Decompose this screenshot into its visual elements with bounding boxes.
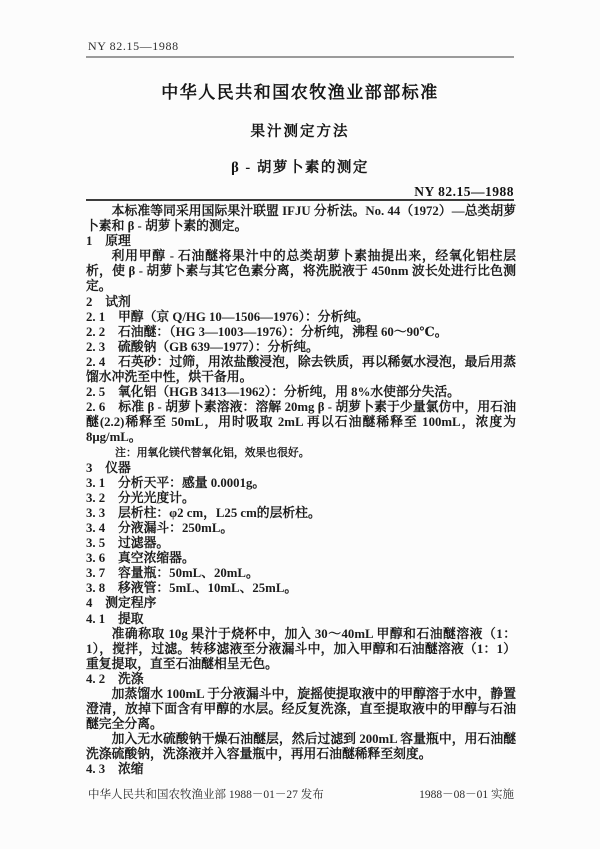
body-paragraph: 3. 8 移液管：5mL、10mL、25mL。	[86, 581, 298, 596]
body-paragraph: 3. 6 真空浓缩器。	[86, 551, 195, 566]
doc-ref-header: NY 82.15—1988	[88, 39, 179, 53]
body-paragraph: 2. 6 标准 β - 胡萝卜素溶液：溶解 20mg β - 胡萝卜素于少量氯仿中，用石油醚(2.2)稀释至 50mL，用时吸取 2mL 再以石油醚稀释至 100mL，浓度为 8μg/mL。	[86, 400, 516, 445]
body-paragraph: 3. 3 层析柱：φ2 cm，L25 cm的层析柱。	[86, 505, 321, 520]
body-paragraph: 利用甲醇 - 石油醚将果汁中的总类胡萝卜素抽提出来，经氧化铝柱层析，使 β - 胡萝卜素与其它色素分离，将洗脱液于 450nm 波长处进行比色测定。	[86, 249, 516, 294]
footer	[88, 786, 514, 802]
footer-issued: 中华人民共和国农牧渔业部 1988－01－27 发布	[88, 789, 324, 801]
body-paragraph: 3. 2 分光光度计。	[86, 490, 195, 505]
body-paragraph: 1 原理	[86, 234, 131, 249]
body-paragraph: 4. 3 浓缩	[86, 762, 144, 777]
body-paragraph: 2 试剂	[86, 294, 131, 309]
main-divider	[86, 199, 514, 201]
body-paragraph: 2. 1 甲醇（京 Q/HG 10—1506—1976）：分析纯。	[86, 309, 369, 324]
body-paragraph: 加蒸馏水 100mL 于分液漏斗中，旋摇使提取液中的甲醇溶于水中，静置澄清，放掉下面含有甲醇的水层。经反复洗涤，直至提取液中的甲醇与石油醚完全分离。	[86, 687, 516, 732]
body-paragraph: 3. 1 分析天平：感量 0.0001g。	[86, 475, 266, 490]
body-paragraph: 3. 7 容量瓶：50mL、20mL。	[86, 566, 259, 581]
body-paragraph: 2. 2 石油醚：（HG 3—1003—1976）：分析纯，沸程 60～90℃。	[86, 324, 448, 339]
standard-number: NY 82.15—1988	[414, 184, 514, 199]
body-paragraph: 4. 1 提取	[86, 611, 144, 626]
body-paragraph: 2. 4 石英砂：过筛，用浓盐酸浸泡，除去铁质，再以稀氨水浸泡，最后用蒸馏水冲洗至中性，烘干备用。	[86, 354, 516, 385]
body-paragraph: 4. 2 洗涤	[86, 671, 144, 686]
method-title: β - 胡萝卜素的测定	[231, 160, 369, 176]
body-paragraph: 本标准等同采用国际果汁联盟 IFJU 分析法。No. 44（1972）—总类胡萝卜素和 β - 胡萝卜素的测定。	[86, 204, 516, 234]
body-paragraph: 准确称取 10g 果汁于烧杯中，加入 30～40mL 甲醇和石油醚溶液（1：1），搅拌，过滤。转移滤液至分液漏斗中，加入甲醇和石油醚溶液（1：1）重复提取，直至石油醚相呈无色。	[86, 626, 516, 671]
body-note: 注：用氧化镁代替氧化铝，效果也很好。	[115, 446, 310, 459]
body-paragraph: 3. 5 过滤器。	[86, 536, 170, 551]
title-block	[0, 78, 600, 177]
org-title: 中华人民共和国农牧渔业部部标准	[161, 83, 439, 102]
body-paragraph: 3 仪器	[86, 460, 131, 475]
body-paragraph: 2. 3 硫酸钠（GB 639—1977）：分析纯。	[86, 339, 319, 354]
top-divider	[86, 56, 514, 58]
body-paragraph: 3. 4 分液漏斗：250mL。	[86, 520, 234, 535]
subject-title: 果汁测定方法	[250, 124, 350, 140]
body-paragraph: 加入无水硫酸钠干燥石油醚层，然后过滤到 200mL 容量瓶中，用石油醚洗涤硫酸钠，洗涤液并入容量瓶中，再用石油醚稀释至刻度。	[86, 732, 516, 762]
body-paragraph: 2. 5 氧化铝（HGB 3413—1962）：分析纯，用 8%水使部分失活。	[86, 385, 460, 400]
footer-effective: 1988－08－01 实施	[419, 789, 514, 801]
document-body	[86, 204, 516, 778]
body-paragraph: 4 测定程序	[86, 596, 157, 611]
